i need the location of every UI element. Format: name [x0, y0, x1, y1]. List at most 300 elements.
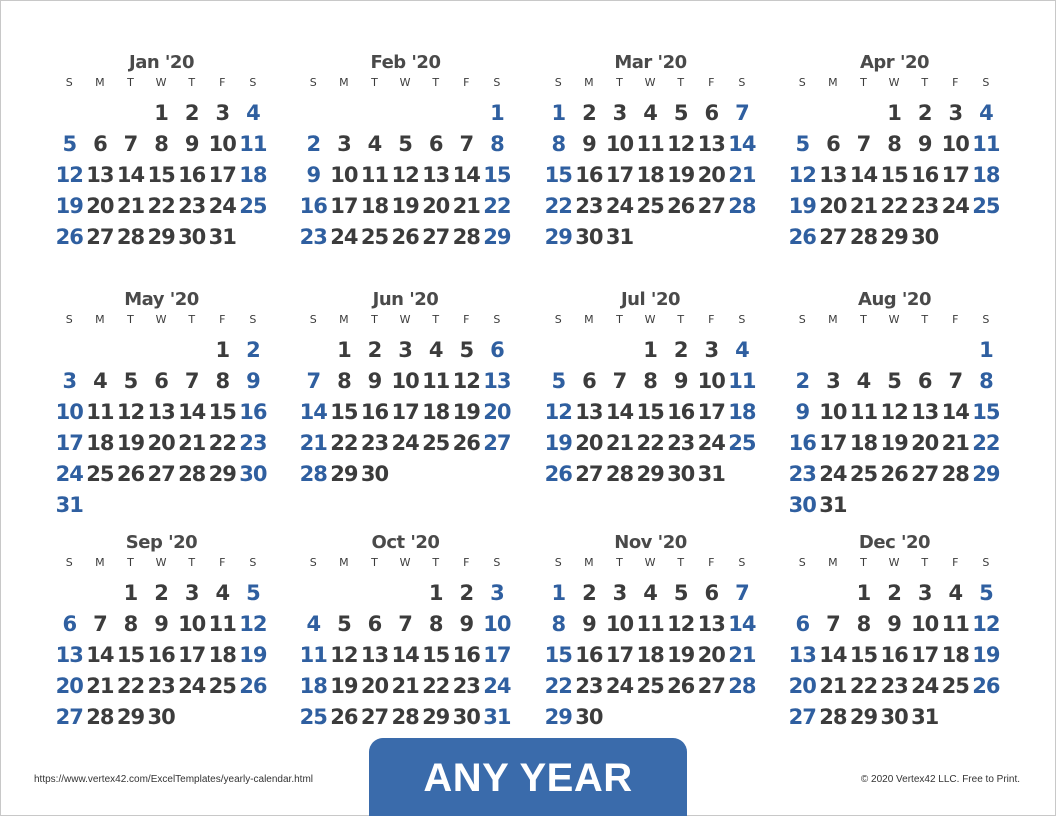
weekday-label: S — [982, 556, 990, 569]
day-cell: 9 — [917, 132, 932, 156]
weekday-label: T — [127, 313, 134, 326]
day-cell: 14 — [728, 132, 756, 156]
day-cell: 7 — [612, 369, 627, 393]
day-cell: 14 — [391, 643, 419, 667]
day-cell: 25 — [360, 225, 389, 249]
month-block — [298, 52, 513, 252]
weekday-header — [298, 76, 513, 90]
day-cell: 12 — [239, 612, 267, 636]
day-cell: 4 — [735, 338, 749, 362]
day-cell: 23 — [575, 674, 603, 698]
day-cell: 17 — [941, 163, 969, 187]
day-cell: 25 — [636, 674, 664, 698]
weekday-label: S — [309, 313, 317, 326]
day-cell: 10 — [483, 612, 511, 636]
day-cell: 21 — [728, 643, 756, 667]
day-cell: 1 — [551, 581, 566, 605]
day-cell: 16 — [788, 431, 816, 455]
day-cell: 31 — [55, 493, 83, 517]
weekday-label: T — [921, 76, 929, 89]
day-cell: 26 — [116, 462, 145, 486]
day-cell: 16 — [667, 400, 695, 424]
day-cell: 23 — [880, 674, 908, 698]
day-cell: 4 — [93, 369, 107, 393]
day-cell: 10 — [819, 400, 847, 424]
weekday-label: S — [309, 76, 317, 89]
day-cell: 24 — [178, 674, 206, 698]
day-cell: 21 — [116, 194, 145, 218]
day-cell: 7 — [123, 132, 138, 156]
day-cell: 5 — [246, 581, 260, 605]
month-title: Oct '20 — [371, 532, 440, 553]
day-cell: 10 — [55, 400, 83, 424]
day-cell: 1 — [215, 338, 230, 362]
day-cell: 5 — [979, 581, 993, 605]
day-cell: 14 — [849, 163, 878, 187]
day-cell: 3 — [337, 132, 351, 156]
day-cell: 31 — [819, 493, 847, 517]
day-cell: 27 — [697, 194, 725, 218]
day-cell: 17 — [330, 194, 358, 218]
day-cell: 28 — [452, 225, 480, 249]
day-cell: 17 — [55, 431, 83, 455]
day-cell: 25 — [86, 462, 114, 486]
day-cell: 12 — [788, 163, 816, 187]
day-cell: 16 — [239, 400, 267, 424]
weekday-label: W — [155, 76, 167, 89]
day-cell: 2 — [154, 581, 168, 605]
day-cell: 28 — [178, 462, 206, 486]
day-cell: 29 — [972, 462, 1000, 486]
day-cell: 1 — [428, 581, 443, 605]
day-cell: 26 — [55, 225, 83, 249]
day-cell: 25 — [239, 194, 267, 218]
day-cell: 18 — [360, 194, 389, 218]
day-cell: 10 — [178, 612, 206, 636]
day-cell: 7 — [735, 581, 749, 605]
day-cell: 11 — [239, 132, 267, 156]
weekday-label: S — [249, 556, 257, 569]
day-cell: 27 — [86, 225, 114, 249]
day-cell: 8 — [551, 132, 566, 156]
day-cell: 19 — [239, 643, 267, 667]
weekday-label: M — [95, 556, 105, 569]
weekday-label: F — [952, 76, 959, 89]
day-cell: 30 — [239, 462, 267, 486]
day-cell: 21 — [299, 431, 327, 455]
day-cell: 9 — [582, 612, 596, 636]
day-cell: 7 — [306, 369, 321, 393]
weekday-label: F — [708, 76, 715, 89]
day-cell: 10 — [208, 132, 236, 156]
day-cell: 17 — [178, 643, 206, 667]
weekday-label: T — [677, 313, 685, 326]
day-cell: 29 — [544, 705, 572, 729]
day-cell: 16 — [575, 163, 603, 187]
day-cell: 5 — [795, 132, 810, 156]
weekday-label: F — [708, 313, 715, 326]
day-cell: 26 — [544, 462, 572, 486]
day-cell: 29 — [422, 705, 450, 729]
day-cell: 16 — [452, 643, 480, 667]
day-cell: 27 — [819, 225, 847, 249]
weekday-label: W — [644, 556, 656, 569]
day-cell: 21 — [819, 674, 847, 698]
day-cell: 7 — [856, 132, 871, 156]
day-cell: 22 — [544, 194, 572, 218]
day-cell: 12 — [880, 400, 908, 424]
day-cell: 23 — [667, 431, 695, 455]
day-cell: 26 — [391, 225, 419, 249]
day-cell: 28 — [299, 462, 327, 486]
day-cell: 30 — [788, 493, 816, 517]
day-cell: 16 — [575, 643, 603, 667]
day-cell: 19 — [544, 431, 572, 455]
day-cell: 22 — [544, 674, 572, 698]
day-cell: 21 — [391, 674, 419, 698]
day-cell: 28 — [728, 674, 756, 698]
day-cell: 4 — [643, 581, 657, 605]
day-cell: 8 — [428, 612, 443, 636]
day-cell: 19 — [391, 194, 419, 218]
day-cell: 3 — [612, 101, 627, 125]
day-cell: 29 — [208, 462, 236, 486]
day-cell: 7 — [459, 132, 474, 156]
day-cell: 25 — [636, 194, 664, 218]
day-cell: 27 — [788, 705, 816, 729]
day-cell: 9 — [582, 132, 596, 156]
any-year-banner: ANY YEAR — [369, 738, 687, 816]
day-cell: 12 — [116, 400, 145, 424]
day-cell: 24 — [697, 431, 725, 455]
day-cell: 24 — [605, 194, 634, 218]
day-cell: 1 — [123, 581, 138, 605]
weekday-label: T — [860, 76, 867, 89]
weekday-label: T — [371, 313, 378, 326]
weekday-header — [54, 556, 269, 570]
day-cell: 30 — [911, 225, 939, 249]
weekday-label: S — [554, 556, 562, 569]
weekday-label: W — [644, 76, 656, 89]
day-cell: 22 — [208, 431, 236, 455]
day-cell: 6 — [93, 132, 107, 156]
weekday-label: T — [127, 556, 134, 569]
weekday-label: M — [828, 76, 838, 89]
day-cell: 2 — [582, 581, 596, 605]
day-cell: 18 — [299, 674, 327, 698]
weekday-label: T — [188, 313, 196, 326]
weekday-label: T — [188, 556, 196, 569]
day-cell: 5 — [551, 369, 566, 393]
day-cell: 11 — [86, 400, 114, 424]
day-cell: 15 — [880, 163, 908, 187]
weekday-label: S — [738, 556, 746, 569]
day-cell: 6 — [704, 581, 719, 605]
day-cell: 1 — [643, 338, 657, 362]
day-cell: 30 — [178, 225, 206, 249]
day-cell: 26 — [452, 431, 480, 455]
weekday-label: T — [677, 556, 685, 569]
day-cell: 21 — [728, 163, 756, 187]
day-cell: 26 — [880, 462, 908, 486]
day-cell: 6 — [917, 369, 932, 393]
day-cell: 29 — [483, 225, 511, 249]
day-cell: 14 — [605, 400, 634, 424]
month-block — [787, 52, 1002, 252]
day-cell: 21 — [86, 674, 114, 698]
day-cell: 21 — [941, 431, 969, 455]
day-cell: 2 — [184, 101, 199, 125]
month-title: Jan '20 — [129, 52, 194, 73]
day-cell: 16 — [360, 400, 389, 424]
day-cell: 20 — [911, 431, 939, 455]
day-cell: 27 — [575, 462, 603, 486]
day-cell: 10 — [605, 132, 634, 156]
weekday-label: M — [339, 313, 349, 326]
day-cell: 2 — [673, 338, 688, 362]
day-cell: 11 — [636, 612, 664, 636]
day-cell: 9 — [795, 400, 810, 424]
day-cell: 24 — [819, 462, 847, 486]
day-cell: 23 — [575, 194, 603, 218]
weekday-label: T — [616, 313, 623, 326]
day-cell: 20 — [575, 431, 603, 455]
day-cell: 23 — [360, 431, 389, 455]
day-cell: 17 — [605, 643, 634, 667]
day-cell: 18 — [972, 163, 1000, 187]
weekday-label: M — [828, 556, 838, 569]
day-cell: 18 — [849, 431, 878, 455]
weekday-label: T — [127, 76, 134, 89]
day-cell: 6 — [795, 612, 810, 636]
weekday-label: W — [888, 76, 900, 89]
day-cell: 6 — [62, 612, 77, 636]
day-cell: 29 — [116, 705, 145, 729]
weekday-label: T — [616, 556, 623, 569]
day-cell: 23 — [178, 194, 206, 218]
day-cell: 27 — [360, 705, 389, 729]
day-cell: 27 — [483, 431, 511, 455]
day-cell: 9 — [459, 612, 474, 636]
day-cell: 15 — [544, 643, 572, 667]
day-cell: 22 — [849, 674, 878, 698]
weekday-label: F — [219, 76, 226, 89]
day-cell: 10 — [605, 612, 634, 636]
day-cell: 20 — [788, 674, 816, 698]
day-cell: 8 — [215, 369, 230, 393]
month-block — [54, 289, 269, 517]
day-cell: 26 — [667, 194, 695, 218]
day-cell: 22 — [880, 194, 908, 218]
day-cell: 30 — [147, 705, 175, 729]
day-cell: 31 — [208, 225, 236, 249]
day-cell: 12 — [330, 643, 358, 667]
weekday-label: W — [888, 313, 900, 326]
weekday-header — [787, 76, 1002, 90]
day-cell: 23 — [452, 674, 480, 698]
weekday-header — [54, 76, 269, 90]
day-cell: 4 — [215, 581, 230, 605]
weekday-label: F — [219, 556, 226, 569]
weekday-label: T — [432, 313, 440, 326]
day-cell: 8 — [154, 132, 168, 156]
weekday-label: W — [644, 313, 656, 326]
day-cell: 11 — [360, 163, 389, 187]
day-cell: 29 — [636, 462, 664, 486]
day-cell: 24 — [483, 674, 511, 698]
day-cell: 20 — [422, 194, 450, 218]
day-cell: 5 — [459, 338, 474, 362]
day-cell: 20 — [697, 643, 725, 667]
weekday-label: M — [828, 313, 838, 326]
day-cell: 13 — [697, 132, 725, 156]
weekday-header — [543, 556, 758, 570]
month-title: Apr '20 — [859, 52, 930, 73]
day-cell: 12 — [667, 612, 695, 636]
day-cell: 21 — [849, 194, 878, 218]
weekday-label: T — [432, 556, 440, 569]
day-cell: 2 — [459, 581, 474, 605]
day-cell: 3 — [398, 338, 412, 362]
day-cell: 14 — [452, 163, 480, 187]
day-cell: 8 — [123, 612, 138, 636]
day-cell: 1 — [979, 338, 993, 362]
weekday-label: S — [738, 76, 746, 89]
month-title: Mar '20 — [614, 52, 687, 73]
day-cell: 23 — [147, 674, 175, 698]
day-cell: 14 — [819, 643, 847, 667]
day-cell: 26 — [667, 674, 695, 698]
weekday-label: W — [399, 556, 411, 569]
day-cell: 30 — [575, 225, 603, 249]
day-cell: 1 — [856, 581, 871, 605]
day-cell: 19 — [667, 163, 695, 187]
day-cell: 19 — [55, 194, 83, 218]
day-cell: 13 — [697, 612, 725, 636]
month-block — [787, 532, 1002, 732]
day-cell: 20 — [819, 194, 847, 218]
day-cell: 11 — [941, 612, 969, 636]
day-cell: 15 — [208, 400, 236, 424]
day-cell: 15 — [116, 643, 145, 667]
day-cell: 22 — [636, 431, 664, 455]
weekday-label: S — [493, 313, 501, 326]
day-cell: 12 — [667, 132, 695, 156]
day-cell: 19 — [667, 643, 695, 667]
weekday-label: T — [921, 556, 929, 569]
day-cell: 22 — [116, 674, 145, 698]
day-cell: 18 — [208, 643, 236, 667]
day-cell: 10 — [697, 369, 725, 393]
day-cell: 19 — [452, 400, 480, 424]
day-cell: 11 — [849, 400, 878, 424]
day-cell: 10 — [330, 163, 358, 187]
day-cell: 30 — [360, 462, 389, 486]
day-cell: 25 — [941, 674, 969, 698]
day-cell: 24 — [208, 194, 236, 218]
weekday-label: S — [309, 556, 317, 569]
day-cell: 7 — [93, 612, 107, 636]
month-title: Feb '20 — [370, 52, 441, 73]
day-cell: 7 — [398, 612, 412, 636]
day-cell: 3 — [826, 369, 840, 393]
weekday-label: S — [249, 313, 257, 326]
day-cell: 4 — [643, 101, 657, 125]
day-cell: 22 — [422, 674, 450, 698]
day-cell: 11 — [636, 132, 664, 156]
day-cell: 20 — [147, 431, 175, 455]
day-cell: 18 — [422, 400, 450, 424]
weekday-label: F — [952, 556, 959, 569]
day-cell: 19 — [330, 674, 358, 698]
day-cell: 14 — [86, 643, 114, 667]
day-cell: 4 — [367, 132, 382, 156]
day-cell: 23 — [911, 194, 939, 218]
day-cell: 20 — [360, 674, 389, 698]
day-cell: 6 — [490, 338, 504, 362]
day-cell: 8 — [856, 612, 871, 636]
day-cell: 30 — [880, 705, 908, 729]
month-title: Nov '20 — [614, 532, 687, 553]
day-cell: 24 — [911, 674, 939, 698]
day-cell: 19 — [880, 431, 908, 455]
day-cell: 25 — [849, 462, 878, 486]
day-cell: 22 — [483, 194, 511, 218]
day-cell: 22 — [972, 431, 1000, 455]
day-cell: 8 — [337, 369, 351, 393]
day-cell: 7 — [735, 101, 749, 125]
day-cell: 18 — [636, 643, 664, 667]
day-cell: 17 — [208, 163, 236, 187]
day-cell: 12 — [55, 163, 83, 187]
weekday-label: T — [371, 76, 378, 89]
footer-copyright: © 2020 Vertex42 LLC. Free to Print. — [860, 774, 1020, 785]
day-cell: 6 — [826, 132, 840, 156]
day-cell: 3 — [704, 338, 719, 362]
day-cell: 3 — [948, 101, 963, 125]
weekday-label: T — [860, 556, 867, 569]
day-cell: 11 — [972, 132, 1000, 156]
weekday-label: S — [493, 556, 501, 569]
day-cell: 9 — [154, 612, 168, 636]
footer-url[interactable]: https://www.vertex42.com/ExcelTemplates/yearly-calendar.html — [34, 774, 313, 785]
day-cell: 22 — [330, 431, 358, 455]
weekday-label: T — [371, 556, 378, 569]
day-cell: 4 — [306, 612, 321, 636]
day-cell: 25 — [972, 194, 1000, 218]
day-cell: 19 — [788, 194, 816, 218]
day-cell: 21 — [452, 194, 480, 218]
day-cell: 13 — [483, 369, 511, 393]
day-cell: 15 — [422, 643, 450, 667]
weekday-label: S — [493, 76, 501, 89]
weekday-label: S — [738, 313, 746, 326]
day-cell: 2 — [246, 338, 260, 362]
day-cell: 16 — [880, 643, 908, 667]
weekday-label: S — [798, 313, 806, 326]
day-cell: 18 — [636, 163, 664, 187]
day-cell: 27 — [147, 462, 175, 486]
day-cell: 30 — [575, 705, 603, 729]
day-cell: 5 — [887, 369, 901, 393]
day-cell: 10 — [941, 132, 969, 156]
day-cell: 9 — [306, 163, 321, 187]
weekday-label: F — [463, 313, 470, 326]
month-title: May '20 — [124, 289, 199, 310]
month-block — [298, 289, 513, 489]
month-block — [54, 532, 269, 732]
day-cell: 9 — [887, 612, 901, 636]
